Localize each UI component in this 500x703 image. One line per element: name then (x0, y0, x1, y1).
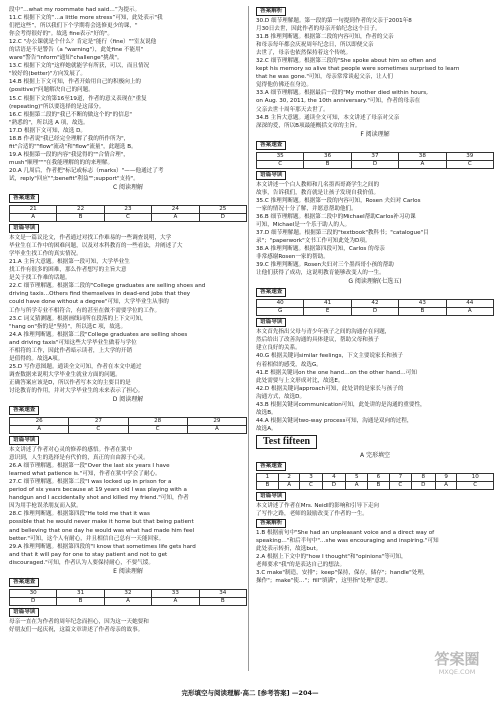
answer-number-cell: 39 (446, 152, 493, 160)
answer-number-cell: 37 (351, 152, 398, 160)
analysis-line: discouraged."可知，作者认为人要保持耐心，不要气馁。 (9, 559, 154, 566)
analysis-line: 调查数据来说明大学毕业生就业方面的问题。 (9, 371, 121, 378)
analysis-line: 33.A 细节理解题。根据最后一段的"My mother died within hours, (256, 90, 428, 97)
analysis-line: 37.D 细节理解题。根据第三段的"textbook"教科书；"catalogue"目 (256, 229, 429, 236)
answer-number-cell: 26 (10, 418, 69, 426)
answer-letter-cell: A (10, 214, 57, 222)
analysis-line: (positive)"问题解决自己的问题。 (9, 87, 94, 94)
analysis-line: mush"顺理"""在我能理解的的的来理解。 (9, 159, 114, 166)
guide-line: 然后给出了改善沟通的具体建议，帮助父母和孩子 (256, 337, 380, 344)
guide-line: 建立良好的关系。 (256, 345, 301, 352)
analysis-line: 不相符的工作，因此作者暗示读者，上大学的开销 (9, 347, 133, 354)
analysis-line: 因为用手枪误杀朋友而入狱。 (9, 503, 82, 510)
answer-letter-cell: C (389, 481, 411, 489)
analysis-line: 28.C 推理判断题。根据第四段"He told me that it was (9, 511, 150, 518)
answer-number-cell: 24 (152, 206, 199, 214)
section-d-answer-key (9, 417, 247, 434)
analysis-line: 觉得他仿佛还在身边。 (256, 82, 312, 89)
analysis-line: 13.C 根据下文的"这样她就能学有所获，可以，而且情况 (9, 63, 150, 70)
answer-number-cell: 21 (10, 206, 57, 214)
answer-letter-cell: C (457, 481, 494, 489)
section-d-guide (9, 446, 247, 462)
answer-number-cell: 40 (257, 300, 304, 308)
answer-letter-cell: D (322, 481, 346, 489)
analysis-line: 沟通方式，故选D。 (256, 393, 306, 400)
analysis-line: 3.C make"制造，安排"；keep"保持，保存，储存"；handle"处理， (256, 570, 429, 577)
analysis-line: 月30日去世，因此作者的母亲开始纪念这个日子。 (256, 26, 381, 33)
answer-number-cell: 23 (104, 206, 151, 214)
analysis-line: 1.B 根据前句中"She had an unpleasant voice and a direct way of (256, 530, 435, 537)
test-fifteen-heading: Test fifteen (256, 435, 317, 449)
analysis-line: and believing that one day he would was what had made him feel (9, 527, 195, 534)
section-g-guide-label: 语篇导读 (256, 318, 286, 327)
answer-number-cell: 44 (446, 300, 493, 308)
answer-letter-cell: E (304, 308, 351, 316)
analysis-line: 29.A 推理判断题。根据第四段的"I know that sometimes life gets hard (9, 543, 196, 550)
analysis-line: 24.A 推理判断题。根据第二段"College graduates are selling shoes (9, 331, 188, 338)
analysis-line: 故选B。 (256, 409, 277, 416)
analysis-line: 故选A。 (256, 425, 277, 432)
watermark-url: MXQE.COM (438, 668, 476, 676)
answer-number-cell: 32 (104, 589, 151, 597)
guide-line: 故事，告诉我们，教育就是让孩子发现自我价值。 (256, 189, 380, 196)
section-e-answer-key (9, 589, 247, 606)
analysis-line: 深深的爱，所以B项最能概括文章的主旨。 (256, 122, 361, 129)
section-f-title: F 阅读理解 (360, 130, 390, 138)
analysis-line: 此处需要与上文形成对比，故选E。 (256, 377, 344, 384)
analysis-line: 35.C 推理判断题。根据第一段的内容可知，Rosen 夫妇对 Carlos (256, 197, 421, 204)
section-c-guide-label: 语篇导读 (9, 224, 39, 233)
answer-number-cell: 30 (10, 589, 57, 597)
analysis-line: 31.B 推理判断题。根据第二段的内容可知，作者的父亲 (256, 34, 394, 41)
answer-letter-cell: D (10, 597, 57, 605)
guide-line: 学毕业生找工作的真实情况。 (9, 251, 82, 258)
test-fifteen-answer-key (256, 473, 494, 490)
analysis-line: 录"；"paperwork"文书工作可知此处为D项。 (256, 238, 371, 245)
analysis-line: 12.C "办公课就是个什么？肯定是"能行（fine）""室友说他 (9, 39, 157, 46)
guide-line: 本文讲述一个白人教师和几名墨西哥裔学生之间的 (256, 181, 380, 188)
answer-number-cell: 42 (351, 300, 398, 308)
test-fifteen-guide-label: 语篇导读 (256, 492, 286, 501)
answer-letter-cell: C (104, 214, 151, 222)
answer-number-cell: 35 (257, 152, 304, 160)
analysis-line: 25.D 写作意图题。通读全文可知，作者在本文中通过 (9, 363, 142, 370)
answer-number-cell: 36 (304, 152, 351, 160)
analysis-line: 18.B 作者说"我已经完全理解了我的所作所为"， (9, 135, 130, 142)
right-column (256, 6, 494, 585)
analysis-line: 23.C 词义猜测题。根据画线词所在段落的上下文可知， (9, 315, 147, 322)
answer-number-cell: 25 (199, 206, 246, 214)
analysis-line: 38.A 推理判断题。根据第四段可知，Carlos 的母亲 (256, 246, 385, 253)
answer-number-cell: 34 (199, 589, 246, 597)
section-d-answers-label: 答案速查 (9, 406, 39, 415)
answer-number-cell: 7 (389, 473, 411, 481)
answer-letter-cell: A (399, 160, 446, 168)
analysis-line: and driving taxis"可知这些大学毕业生做着与学位 (9, 339, 137, 346)
answer-number-cell: 33 (152, 589, 199, 597)
analysis-line: "较好的(better)"方向发展了。 (9, 71, 86, 78)
answer-number-cell: 22 (57, 206, 104, 214)
page-footer: 完形填空与阅读理解·高二 [参考答案] —204— (181, 689, 319, 697)
section-c-analysis (9, 258, 247, 395)
analysis-line: "熟悉的"，所以选 A 项，故选。 (9, 119, 89, 126)
test-fifteen-section-a-title: A 完形填空 (359, 451, 390, 459)
answer-letter-cell: A (446, 308, 493, 316)
analysis-line: 27.C 细节理解题。根据第二段"I was locked up in prison for a (9, 479, 172, 486)
answer-number-cell: 8 (411, 473, 435, 481)
answer-letter-cell: C (257, 160, 304, 168)
answer-letter-cell: A (152, 597, 199, 605)
answer-letter-cell: B (57, 214, 104, 222)
section-g-title: G 阅读理解(七选五) (348, 278, 402, 286)
analysis-line: 11.C 根据下文的“…a little more stress”可知，此处表示"我 (9, 15, 163, 22)
analysis-line: handgun and I accidentally shot and killed my friend."可知，作者 (9, 495, 189, 502)
answer-letter-cell: A (346, 481, 368, 489)
right-top-answers-label: 答案解析 (256, 7, 286, 16)
analysis-line: 操作"；make"使…"；fill"填满"，这里指"处理"意思。 (256, 578, 392, 585)
answer-letter-cell: C (300, 481, 322, 489)
answer-letter-cell: B (368, 481, 390, 489)
analysis-line: 老师要求"我"的是表达自己的想法。 (256, 562, 346, 569)
section-c-answers-label: 答案速查 (9, 194, 39, 203)
answer-letter-cell: C (69, 426, 128, 434)
answer-number-cell: 1 (257, 473, 279, 481)
watermark-logo (422, 650, 492, 676)
analysis-line: "hang on"指的是"坚持"，所以选C 项，故选。 (9, 323, 127, 330)
guide-line: 本文是一篇议论文，作者通过对找工作难易的一些调查说明，大学 (9, 235, 172, 242)
answer-letter-cell: A (152, 214, 199, 222)
analysis-line: 19.A 根据第一段的内容"我觉得的""合情合理"， (9, 151, 129, 158)
answer-letter-cell: B (199, 597, 246, 605)
analysis-line: 去世了，母亲也依然保持着这个传统。 (256, 50, 352, 57)
analysis-line: 正确答案应该是D，所以作者写本文的主要目的是 (9, 379, 131, 386)
guide-line: 毕业生在工作中的困难问题，以及对本科教育的一些看法，并阐述了大 (9, 243, 183, 250)
guide-line: 好朋友们一起庆祝，这篇文章讲述了作者母亲的故事。 (9, 626, 144, 633)
analysis-line: 是关于找工作难的话题。 (9, 275, 71, 282)
analysis-line: better."可知，这个人有耐心，并且相信自己总有一天能回家。 (9, 535, 165, 542)
analysis-line: 32.C 细节理解题。根据第三段的"She spoke about him so often and (256, 58, 436, 65)
analysis-line: 可知，Michael是一个乐于助人的人。 (256, 221, 351, 228)
analysis-line: 34.B 主旨大意题。通读全文可知，本文讲述了母亲对父亲 (256, 114, 400, 121)
analysis-line: period of six years because at 19 years old I was playing with a (9, 487, 187, 494)
analysis-line: 的话语是不是警告（a "warning"），此处fine 不能用" (9, 47, 144, 54)
analysis-line: driving taxis…Others find themselves in dead-end jobs that they (9, 291, 191, 298)
analysis-line: 父亲去世十周年那天去世了。 (256, 106, 329, 113)
answer-number-cell: 38 (399, 152, 446, 160)
section-g-answer-key (256, 299, 494, 316)
analysis-line: 有着相似的感受，故选G。 (256, 361, 322, 368)
answer-letter-cell: A (435, 481, 457, 489)
right-top-analysis (256, 17, 494, 130)
guide-line: 本文首先指出父母与青少年孩子之间的沟通存在问题， (256, 329, 391, 336)
section-f-analysis (256, 197, 494, 277)
answer-number-cell: 29 (187, 418, 246, 426)
answer-letter-cell: B (399, 308, 446, 316)
answer-letter-cell: D (411, 481, 435, 489)
analysis-line: 39.C 推理判断题。Rosen夫妇对三个墨西哥小孩的帮助 (256, 262, 394, 269)
section-g-guide (256, 328, 494, 352)
section-f-guide-label: 语篇导读 (256, 171, 286, 180)
answer-number-cell: 41 (304, 300, 351, 308)
answer-letter-cell: D (351, 160, 398, 168)
analysis-line: 21.A 主旨大意题。根据第一段可知，大学毕业生 (9, 259, 130, 266)
answer-number-cell: 5 (346, 473, 368, 481)
analysis-line: 30.D 细节理解题。第一段的第一句提到作者的父亲于2001年8 (256, 18, 412, 24)
answer-letter-cell: B (257, 481, 279, 489)
section-e-answers-label: 答案速查 (9, 578, 39, 587)
analysis-line: 非常感谢Rosen一家的帮助。 (256, 254, 329, 261)
answer-letter-cell: C (446, 160, 493, 168)
section-c-answer-key (9, 205, 247, 222)
guide-line: 了写作之路，老师的鼓励改变了作者的一生。 (256, 511, 368, 518)
analysis-line: 让他们获得了成功，这说明教育能够改变人的一生。 (256, 270, 385, 277)
section-d-analysis (9, 462, 247, 567)
section-e-title: E 阅读理解 (113, 567, 143, 575)
section-d-title: D 阅读理解 (112, 396, 144, 404)
answer-number-cell: 6 (368, 473, 390, 481)
section-g-analysis (256, 352, 494, 432)
answer-letter-cell: D (351, 308, 398, 316)
section-e-guide-label: 语篇导读 (9, 608, 39, 617)
analysis-line: on Aug. 30, 2011, the 10th anniversary."可知，作者的母亲在 (256, 98, 421, 105)
test-fifteen-analysis (256, 529, 494, 585)
analysis-line: 40.G 根据关键词similar feelings，下文主要说家长和孩子 (256, 353, 404, 360)
left-column (9, 6, 247, 634)
test-fifteen-answers-label: 答案速查 (256, 462, 286, 471)
analysis-line: 2.A 根据上下文中的"how I thought"和"opinions"等可知， (256, 554, 407, 561)
analysis-line: kept his memory so alive that people were sometimes surprised to learn (256, 66, 460, 73)
analysis-line: 14.B 根据上下文可知，作者开始用自己的积极向上的 (9, 79, 141, 86)
analysis-line: 20.A 几周后，作者把"标记或标志（marks）"——他通过了考 (9, 167, 164, 174)
section-e-guide (9, 618, 247, 634)
analysis-line: 试，reply"回应"";benefit"利益"";support"支持"。 (9, 175, 139, 182)
guide-line: 意识到，人生的选择是有代价的，真正的自由源于心灵。 (9, 455, 149, 462)
analysis-line: 们把这些”，所以我们下个学期将会选修更少的课，" (9, 23, 138, 30)
test-fifteen-analysis-label: 答案解析 (256, 519, 286, 528)
analysis-line: 16.C 根据第二段的"我已不断的做这个的"的信息" (9, 111, 132, 118)
answer-letter-cell: A (278, 481, 300, 489)
analysis-line: speaking…"和后半句中"…she was encouraging and inspiring."可知 (256, 538, 439, 545)
answer-letter-cell: A (104, 597, 151, 605)
answer-number-cell: 28 (128, 418, 187, 426)
analysis-line: 讨论教育的作用，并对大学毕业生的未来表示了担心。 (9, 387, 144, 394)
guide-line: 本文讲述了作者在Mrs. Neidl的影响和引导下走向 (256, 502, 379, 509)
analysis-line: (repeating)"所以要选择的是这部分。 (9, 103, 105, 110)
analysis-line: 43.B 根据关键词communication可知，此处讲的是沟通的重要性， (256, 401, 426, 408)
watermark-mark: 答案圈 (434, 650, 480, 668)
analysis-line: 段中“…what my roommate had said…”为提示。 (9, 7, 141, 13)
section-f-guide (256, 181, 494, 197)
analysis-line: 一家的情况十分了解，并愿意帮助他们。 (256, 205, 357, 212)
analysis-line: that he was gone."可知，母亲常常谈起父亲，让人们 (256, 74, 393, 81)
section-g-answers-label: 答案速查 (256, 288, 286, 297)
section-c-guide (9, 234, 247, 258)
answer-number-cell: 2 (278, 473, 300, 481)
analysis-line: 41.E 根据关键词on the one hand…on the other hand…可知 (256, 369, 417, 376)
answer-number-cell: 31 (57, 589, 104, 597)
analysis-line: 22.C 细节理解题。根据第二段的"College graduates are selling shoes and (9, 283, 206, 290)
left-top-block (9, 6, 247, 183)
answer-letter-cell: B (57, 597, 104, 605)
answer-letter-cell: B (304, 160, 351, 168)
test-fifteen-guide (256, 502, 494, 518)
guide-line: 母亲一直在为作者的周年纪念而担心，因为这一天她要和 (9, 618, 149, 625)
analysis-line: 是值得的。故选A项。 (9, 355, 64, 362)
section-f-answers-label: 答案速查 (256, 141, 286, 150)
analysis-line: 和母亲每年都会庆祝周年纪念日，所以即便父亲 (256, 42, 374, 49)
analysis-line: and that it will pay for one to stay patient and not to get (9, 551, 168, 558)
analysis-line: 44.A 根据关键词two-way process可知，沟通是双向的过程， (256, 417, 413, 424)
analysis-line: 17.D 根据下文可知，故选 D。 (9, 127, 87, 134)
answer-number-cell: 43 (399, 300, 446, 308)
analysis-line: 15.C 根据下文的第16至19道，作者的意义表现在"重复 (9, 95, 147, 102)
answer-letter-cell: A (10, 426, 69, 434)
analysis-line: 42.D 根据关键词approach可知，此处讲的是家长与孩子的 (256, 385, 404, 392)
analysis-line: fit"合适的""flow"流动"和"flow"流量"，此题选 B。 (9, 143, 137, 150)
section-d-guide-label: 语篇导读 (9, 436, 39, 445)
analysis-line: 此处表示转折，故选but。 (256, 546, 322, 553)
section-f-answer-key (256, 152, 494, 169)
answer-number-cell: 27 (69, 418, 128, 426)
guide-line: 本文讲述了作者对心灵的修养的感悟。作者在狱中 (9, 447, 133, 454)
analysis-line: 你会考得很好的"。故选 fine表示"好的"。 (9, 31, 113, 38)
analysis-line: 工作与所学专业不相符合，有的甚至在做不需要学位的工作。 (9, 307, 161, 314)
answer-letter-cell: C (128, 426, 187, 434)
column-divider (248, 6, 249, 671)
answer-letter-cell: D (199, 214, 246, 222)
analysis-line: ware"警告"inform"通知"challenge"挑战"。 (9, 55, 123, 62)
answer-letter-cell: A (187, 426, 246, 434)
analysis-line: 找工作有很多的困难，那么作者想写的主旨大意 (9, 267, 127, 274)
analysis-line: 36.B 细节理解题。根据第二段中的Michael帮助Carlos补习功课 (256, 213, 416, 220)
answer-number-cell: 4 (322, 473, 346, 481)
answer-letter-cell: G (257, 308, 304, 316)
analysis-line: possible that he would never make it home but that being patient (9, 519, 194, 526)
analysis-line: could have done without a degree"可知，大学毕业生从事的 (9, 299, 169, 306)
answer-number-cell: 9 (435, 473, 457, 481)
section-c-title: C 阅读理解 (112, 184, 144, 192)
analysis-line: 26.A 细节理解题。根据第一段"Over the last six years I have (9, 463, 170, 470)
analysis-line: learned what patience is."可知，作者在狱中学会了耐心。 (9, 471, 161, 478)
answer-number-cell: 10 (457, 473, 494, 481)
answer-number-cell: 3 (300, 473, 322, 481)
